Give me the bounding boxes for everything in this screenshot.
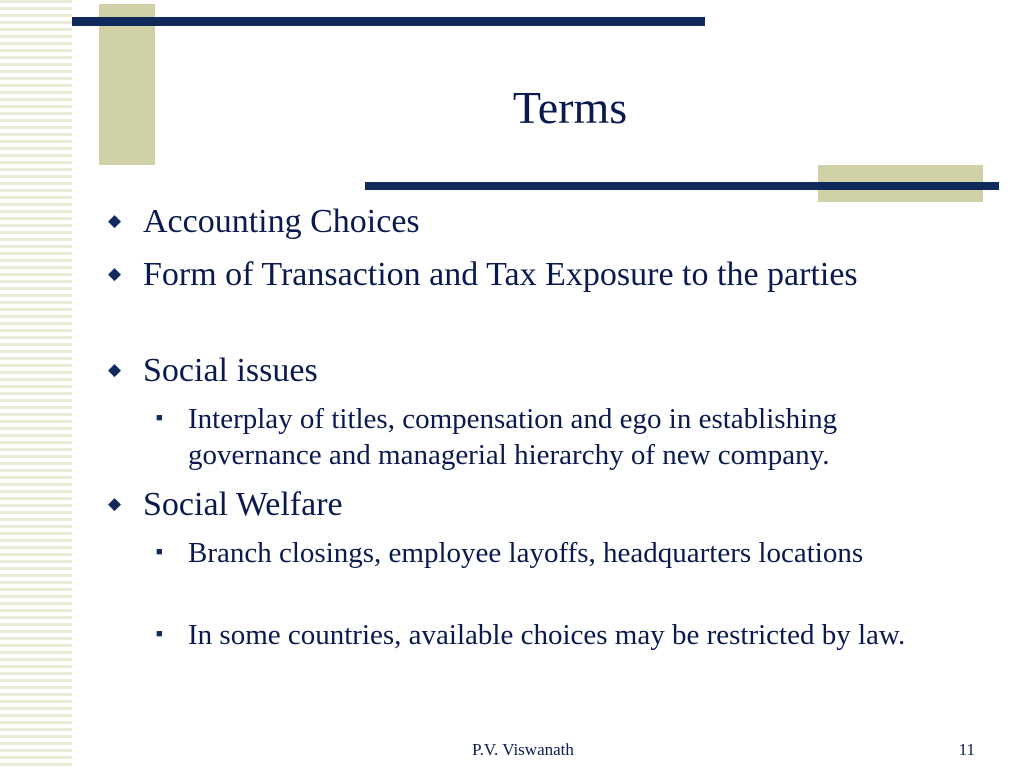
footer-author: P.V. Viswanath	[472, 740, 574, 759]
bullet-text: Social issues	[143, 352, 318, 389]
bullet-text: Branch closings, employee layoffs, headquarters locations	[188, 537, 864, 569]
bullet-text: Social Welfare	[143, 486, 343, 523]
diamond-bullet-icon: ◆	[108, 360, 122, 379]
square-bullet-icon: ■	[156, 546, 163, 558]
square-bullet-icon: ■	[156, 412, 163, 424]
diamond-bullet-icon: ◆	[108, 494, 122, 513]
bullet-text: Form of Transaction and Tax Exposure to the parties	[143, 256, 858, 293]
diamond-bullet-icon: ◆	[108, 264, 122, 283]
diamond-bullet-icon: ◆	[108, 211, 122, 230]
bullet-text: Accounting Choices	[143, 203, 420, 240]
square-bullet-icon: ■	[156, 628, 163, 640]
page-number: 11	[958, 740, 975, 759]
bullet-text: Interplay of titles, compensation and ego in establishing governance and managerial hierarchy of new company.	[188, 403, 838, 471]
bullet-text: In some countries, available choices may be restricted by law.	[188, 619, 906, 651]
slide-title: Terms	[512, 82, 628, 133]
